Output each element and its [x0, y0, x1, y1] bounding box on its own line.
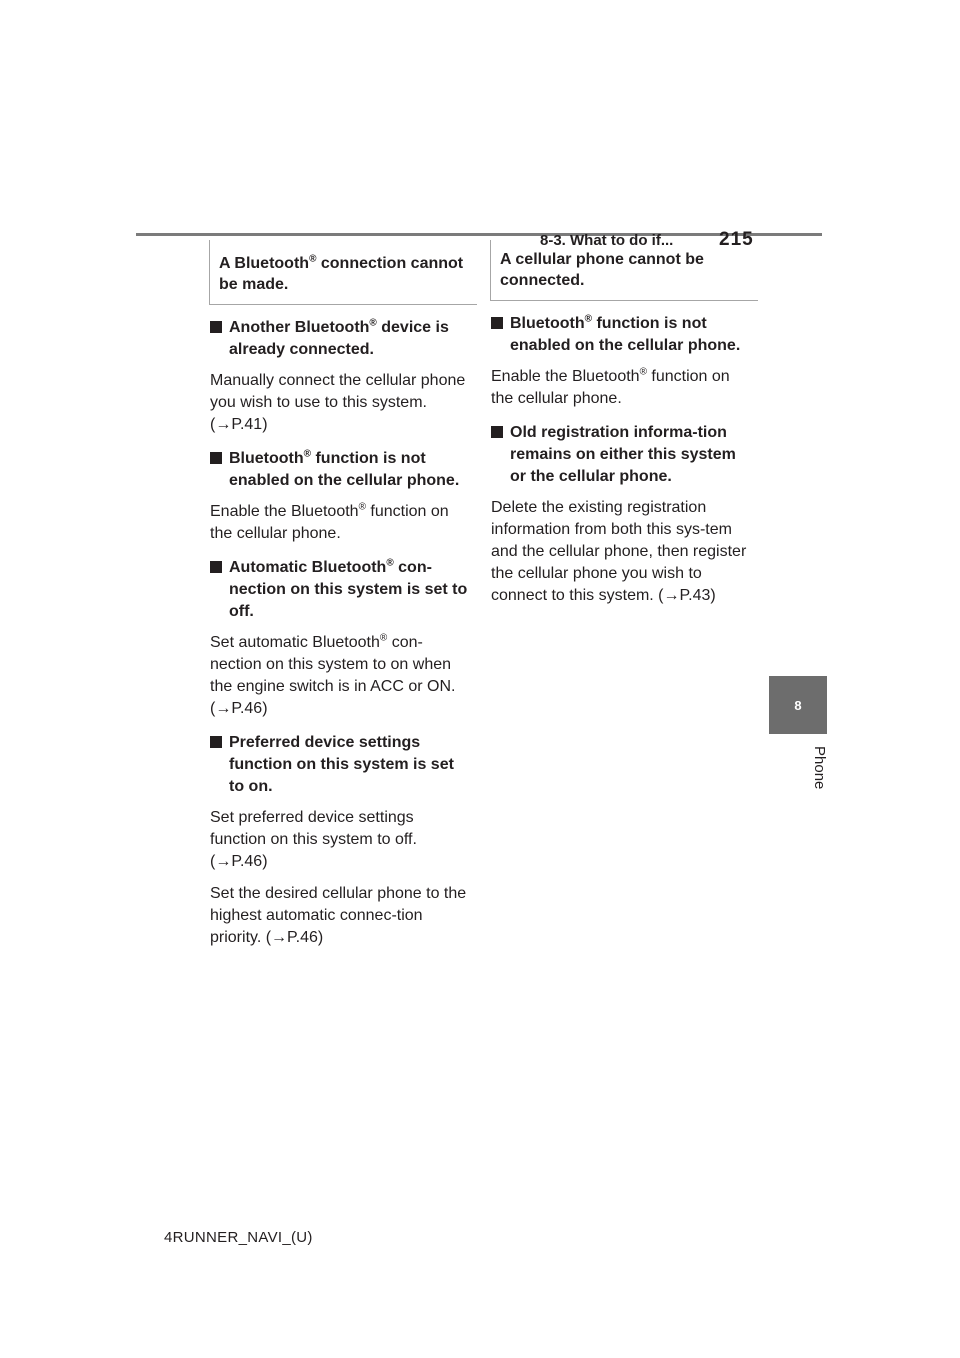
body-paragraph [210, 632, 468, 720]
paragraph-text: ) [262, 416, 268, 433]
condition-text: device is already connected. [229, 319, 449, 358]
page-reference-link[interactable]: →P.41 [215, 416, 263, 433]
left-column [210, 240, 468, 959]
condition-heading [210, 557, 468, 623]
body-paragraph [210, 370, 468, 436]
heading-text: connection cannot be made. [219, 255, 464, 293]
condition-text: function is not enabled on the cellular phone. [229, 450, 460, 489]
paragraph-text: Enable the Bluetooth [491, 368, 640, 385]
section-title: 8-3. What to do if... [540, 232, 674, 249]
chapter-tab-number: 8 [794, 697, 802, 713]
page-reference-link[interactable]: →P.43 [663, 587, 711, 604]
registered-mark: ® [639, 366, 647, 378]
condition-text: Preferred device settings function on this system is set to on. [229, 734, 454, 795]
registered-mark: ® [379, 632, 388, 644]
registered-mark: ® [369, 317, 377, 329]
registered-mark: ® [358, 501, 366, 513]
registered-mark: ® [303, 448, 312, 460]
page-reference-link[interactable]: →P.46 [271, 929, 318, 946]
paragraph-text: Set automatic Bluetooth [210, 634, 380, 651]
paragraph-text: Enable the Bluetooth [210, 503, 359, 520]
right-column [491, 240, 749, 617]
registered-mark: ® [584, 313, 593, 325]
left-section-heading [209, 240, 477, 305]
condition-text: Old registration informa-tion remains on either this system or the cellular phone. [510, 424, 736, 485]
body-paragraph [210, 883, 468, 949]
page-number: 215 [719, 229, 754, 250]
condition-text: function is not enabled on the cellular phone. [510, 315, 741, 354]
document-code: 4RUNNER_NAVI_(U) [164, 1229, 313, 1246]
paragraph-text: ) [262, 853, 268, 870]
square-bullet-icon [491, 426, 503, 438]
page-reference-link[interactable]: →P.46 [215, 853, 263, 870]
condition-heading [491, 313, 749, 357]
condition-heading [491, 422, 749, 488]
registered-mark: ® [386, 557, 394, 569]
paragraph-text: ) [317, 929, 324, 946]
paragraph-text: ) [710, 587, 716, 604]
condition-heading [210, 732, 468, 798]
square-bullet-icon [210, 561, 222, 573]
body-paragraph [210, 501, 468, 545]
paragraph-text: ) [262, 700, 268, 717]
paragraph-text: Set preferred device settings function on this system to off. ( [210, 809, 417, 870]
body-paragraph [491, 497, 749, 607]
right-section-heading: A cellular phone cannot be connected. [490, 240, 758, 301]
condition-text: con-nection on this system is set to off. [229, 559, 468, 620]
paragraph-text: Manually connect the cellular phone you wish to use to this system. ( [210, 372, 466, 433]
chapter-tab-label: Phone [811, 746, 828, 790]
body-paragraph [210, 807, 468, 873]
condition-text: Bluetooth [510, 315, 585, 332]
page-reference-link[interactable]: →P.46 [215, 700, 263, 717]
condition-heading [210, 317, 468, 361]
paragraph-text: function on the cellular phone. [210, 503, 449, 542]
condition-text: Another Bluetooth [229, 319, 370, 336]
paragraph-text: Set the desired cellular phone to the highest automatic connec-tion priority. ( [210, 885, 467, 946]
body-paragraph [491, 366, 749, 410]
paragraph-text: con-nection on this system to on when the engine switch is in ACC or ON. ( [210, 634, 456, 717]
paragraph-text: function on the cellular phone. [491, 368, 730, 407]
square-bullet-icon [491, 317, 503, 329]
heading-text: A Bluetooth [219, 255, 310, 272]
chapter-tab [769, 676, 827, 734]
condition-text: Bluetooth [229, 450, 304, 467]
registered-mark: ® [309, 253, 317, 265]
square-bullet-icon [210, 452, 222, 464]
square-bullet-icon [210, 736, 222, 748]
condition-heading [210, 448, 468, 492]
square-bullet-icon [210, 321, 222, 333]
condition-text: Automatic Bluetooth [229, 559, 387, 576]
paragraph-text: Delete the existing registration information from both this sys-tem and the cellular phone, then register the cellular phone you wish to connect to this system. ( [491, 499, 747, 604]
